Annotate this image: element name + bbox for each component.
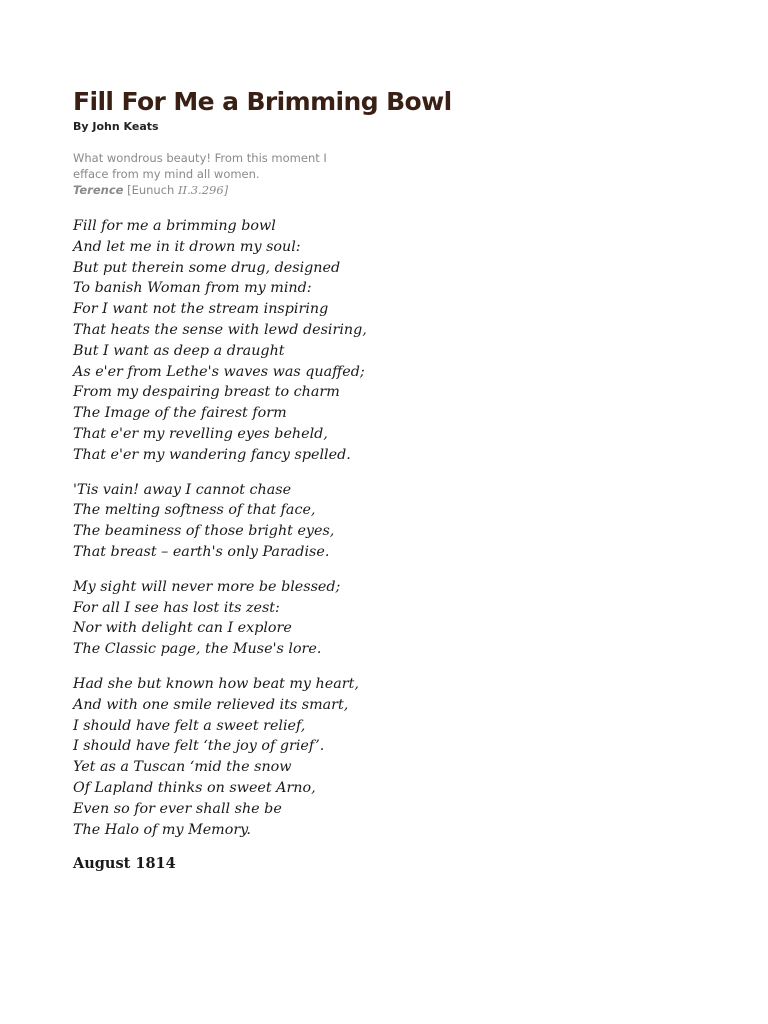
verse-line: My sight will never more be blessed; [73,578,341,595]
verse-line: From my despairing breast to charm [73,384,340,401]
stanza-2 [73,480,713,563]
verse-line: And with one smile relieved its smart, [73,696,349,713]
verse-line: To banish Woman from my mind: [73,280,312,297]
poem-page [73,86,713,874]
stanza-4 [73,674,713,840]
verse-line: The Image of the fairest form [73,405,287,422]
verse-line: But I want as deep a draught [73,342,285,359]
citation-bracket: [ [123,183,132,197]
author-byline: By John Keats [73,120,159,133]
poem-title: Fill For Me a Brimming Bowl [73,87,452,116]
verse-line: As e'er from Lethe's waves was quaffed; [73,363,365,380]
verse-line: 'Tis vain! away I cannot chase [73,481,292,498]
poem-date: August 1814 [73,855,176,873]
verse-line: The melting softness of that face, [73,502,316,519]
citation-author: Terence [73,183,124,197]
verse-line: For I want not the stream inspiring [73,301,329,318]
stanza-3 [73,577,713,660]
verse-line: I should have felt ‘the joy of grief’. [73,738,325,755]
verse-line: And let me in it drown my soul: [73,238,301,255]
verse-line: Had she but known how beat my heart, [73,675,359,692]
stanza-1 [73,216,713,466]
verse-line: That heats the sense with lewd desiring, [73,321,367,338]
verse-line: That e'er my revelling eyes beheld, [73,425,328,442]
epigraph-line: What wondrous beauty! From this moment I [73,151,327,165]
verse-line: That e'er my wandering fancy spelled. [73,446,351,463]
epigraph [73,150,373,198]
verse-line: I should have felt a sweet relief, [73,717,306,734]
verse-line: Even so for ever shall she be [73,800,282,817]
epigraph-line: efface from my mind all women. [73,167,260,181]
verse-line: The beaminess of those bright eyes, [73,523,335,540]
citation-reference: II.3.296] [178,183,229,197]
verse-line: Of Lapland thinks on sweet Arno, [73,779,316,796]
verse-line: The Halo of my Memory. [73,821,251,838]
verse-line: The Classic page, the Muse's lore. [73,641,322,658]
verse-line: But put therein some drug, designed [73,259,341,276]
verse-line: For all I see has lost its zest: [73,599,280,616]
verse-line: That breast – earth's only Paradise. [73,543,330,560]
verse-line: Fill for me a brimming bowl [73,218,276,234]
verse-line: Yet as a Tuscan ‘mid the snow [73,759,292,776]
epigraph-citation [73,182,373,198]
citation-work: Eunuch [131,183,178,197]
verse-line: Nor with delight can I explore [73,620,292,637]
